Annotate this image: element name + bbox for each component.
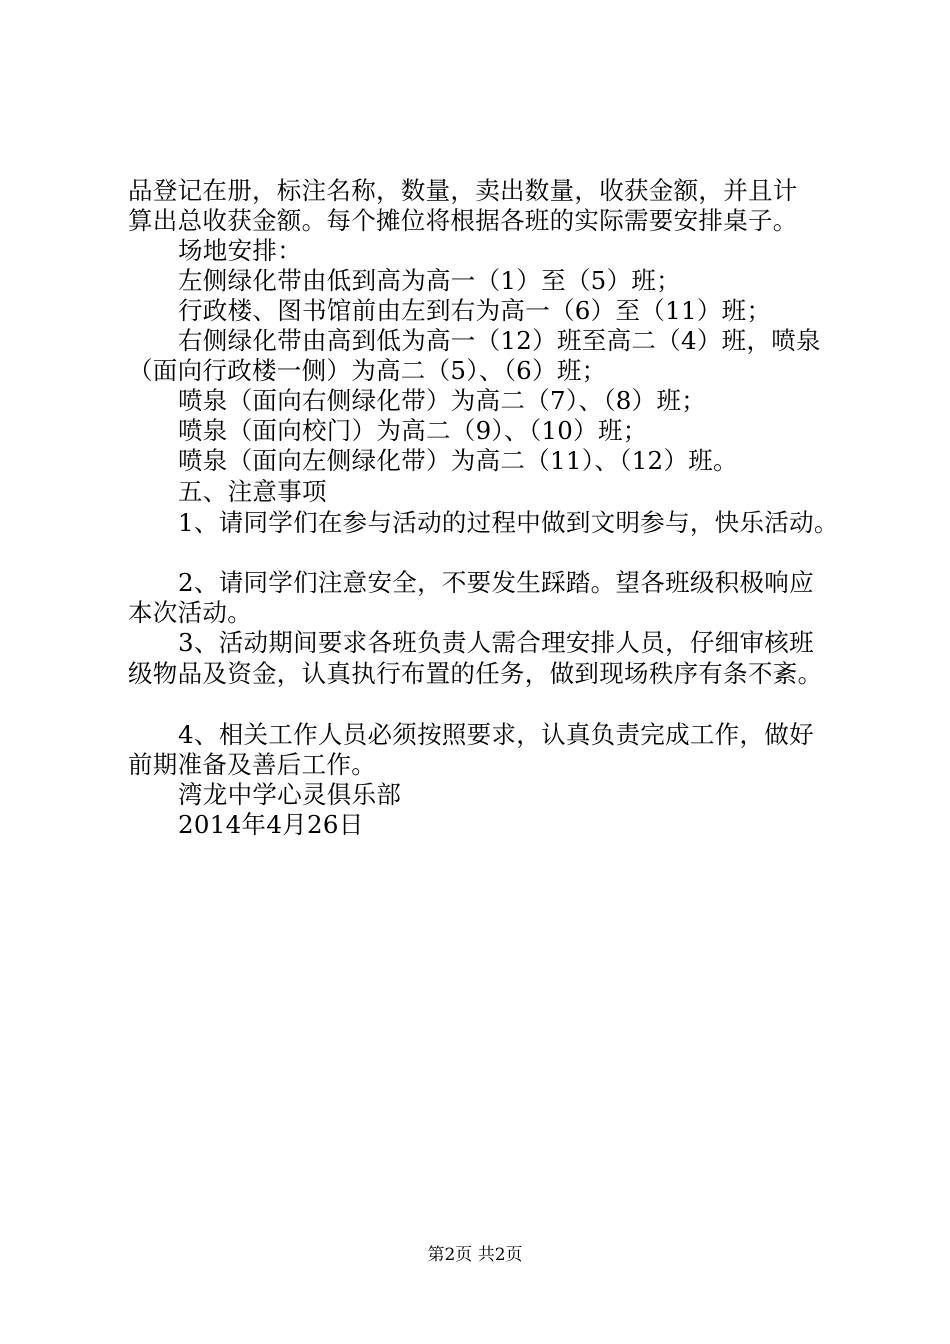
signature-date: 2014年4月26日 xyxy=(178,810,364,839)
section-heading-notes: 五、注意事项 xyxy=(178,477,327,506)
body-line: 喷泉（面向右侧绿化带）为高二（7）、（8）班； xyxy=(178,386,707,415)
body-line: 喷泉（面向校门）为高二（9）、（10）班； xyxy=(178,416,648,445)
body-line: 前期准备及善后工作。 xyxy=(128,750,376,779)
body-line: 右侧绿化带由高到低为高一（12）班至高二（4）班，喷泉 xyxy=(178,326,821,355)
body-line: 1、请同学们在参与活动的过程中做到文明参与，快乐活动。 xyxy=(178,508,839,537)
body-line: 级物品及资金，认真执行布置的任务，做到现场秩序有条不紊。 xyxy=(128,659,823,688)
body-line: 行政楼、图书馆前由左到右为高一（6）至（11）班； xyxy=(178,296,772,325)
body-line: 算出总收获金额。每个摊位将根据各班的实际需要安排桌子。 xyxy=(128,206,798,235)
body-line: （面向行政楼一侧）为高二（5）、（6）班； xyxy=(128,356,607,385)
body-line: 品登记在册，标注名称，数量，卖出数量，收获金额，并且计 xyxy=(128,176,798,205)
section-heading-venue: 场地安排： xyxy=(178,236,302,265)
body-line: 喷泉（面向左侧绿化带）为高二（11）、（12）班。 xyxy=(178,446,738,475)
signature-organization: 湾龙中学心灵俱乐部 xyxy=(178,780,402,809)
body-line: 3、活动期间要求各班负责人需合理安排人员，仔细审核班 xyxy=(178,628,814,657)
body-line: 4、相关工作人员必须按照要求，认真负责完成工作，做好 xyxy=(178,720,814,749)
page-number-footer: 第2页 共2页 xyxy=(427,1245,523,1265)
body-line: 左侧绿化带由低到高为高一（1）至（5）班； xyxy=(178,266,681,295)
body-line: 2、请同学们注意安全，不要发生踩踏。望各班级积极响应 xyxy=(178,568,814,597)
body-line: 本次活动。 xyxy=(128,598,252,627)
